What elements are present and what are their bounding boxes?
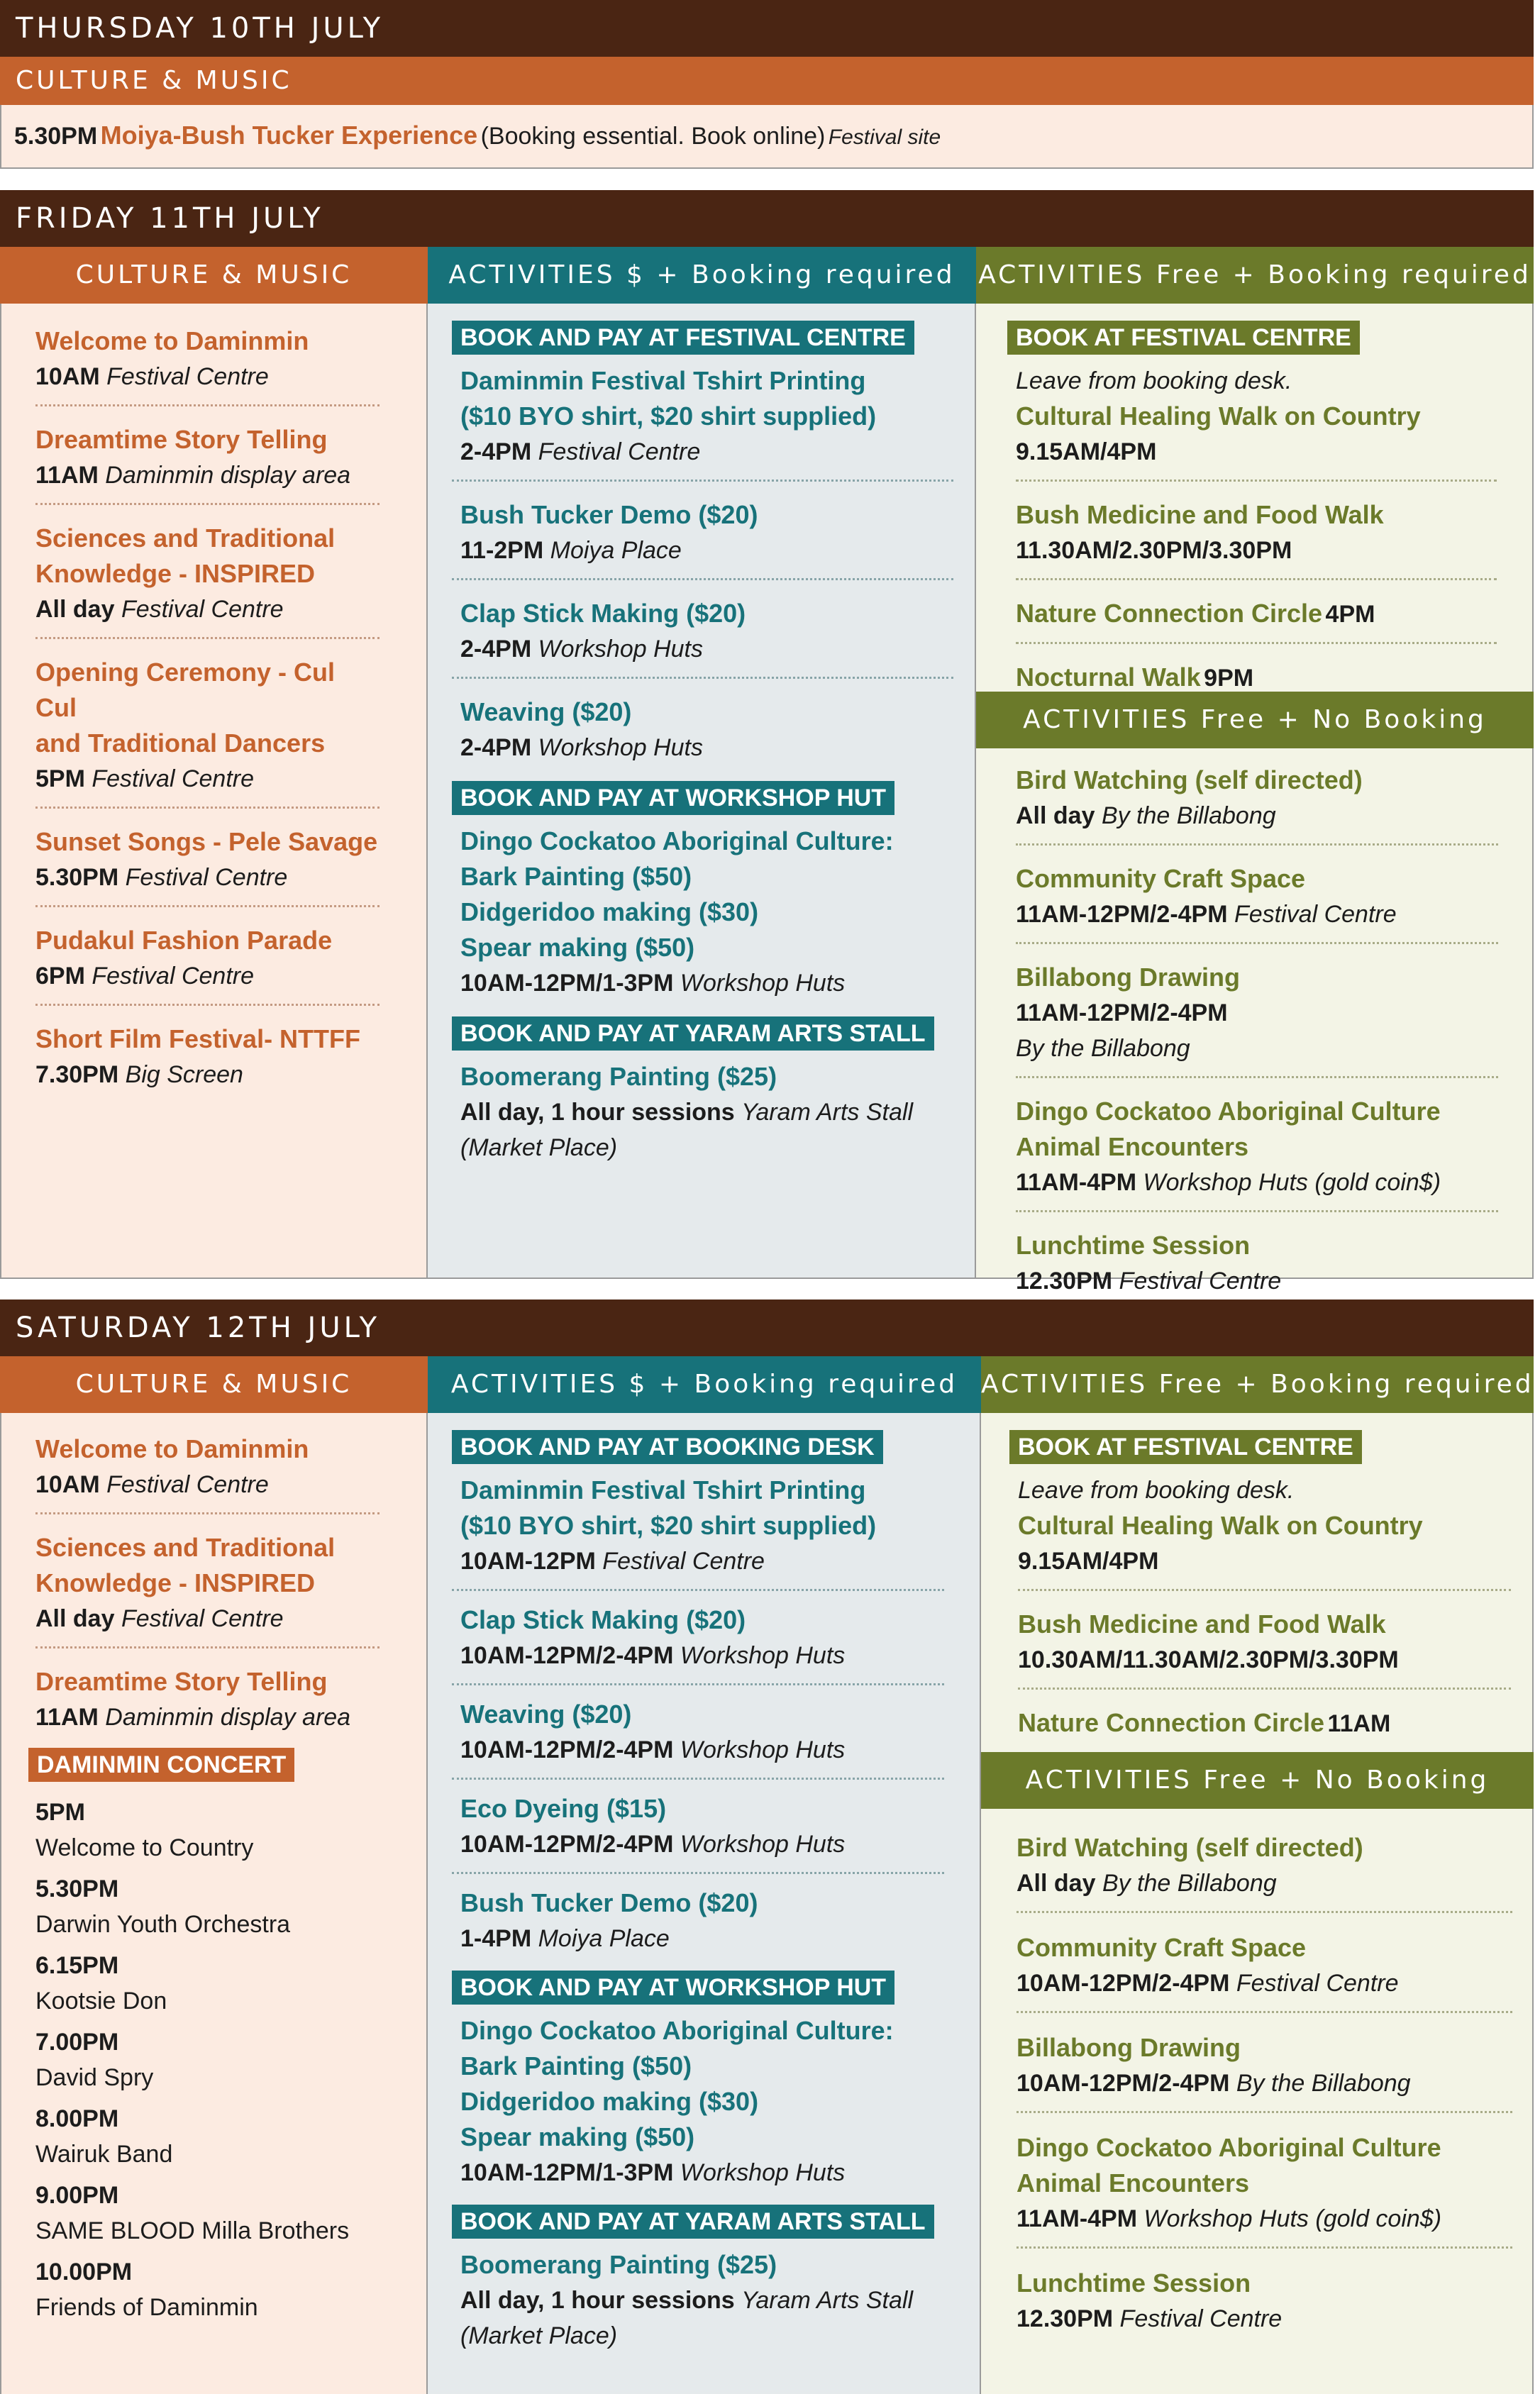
event-title: Welcome to Daminmin [35, 1434, 309, 1463]
event-time: All day [35, 1605, 115, 1632]
saturday-paid-banner-3: BOOK AND PAY AT YARAM ARTS STALL [452, 2205, 934, 2239]
event-time: 10AM-12PM/2-4PM [460, 1642, 674, 1669]
event-place: Moiya Place [538, 1925, 670, 1952]
event-title: Daminmin Festival Tshirt Printing [460, 1475, 866, 1504]
list-item [35, 824, 380, 907]
list-item [35, 2024, 380, 2095]
list-item [35, 521, 380, 639]
list-item [452, 497, 953, 580]
event-time: 11AM-4PM [1016, 1169, 1137, 1196]
event-note: (gold coin$) [1315, 2205, 1442, 2232]
event-time: 10.30AM/11.30AM/2.30PM/3.30PM [1018, 1646, 1399, 1673]
event-title: Dingo Cockatoo Aboriginal Culture [1016, 1097, 1441, 1126]
list-item [452, 1602, 944, 1685]
event-time: All day, 1 hour sessions [460, 1099, 735, 1126]
event-title: Lunchtime Session [1016, 1231, 1251, 1260]
event-time: 11AM-4PM [1016, 2205, 1138, 2232]
event-title: Clap Stick Making ($20) [460, 599, 746, 628]
event-place: By the Billabong [1016, 1035, 1190, 1062]
leave-note: Leave from booking desk. [1016, 367, 1292, 394]
event-place: Workshop Huts [1143, 2205, 1309, 2232]
event-title: Daminmin Festival Tshirt Printing [460, 366, 866, 395]
event-title: Dingo Cockatoo Aboriginal Culture: [460, 2016, 894, 2045]
friday-paid-column [428, 304, 976, 1279]
friday-paid-banner-2: BOOK AND PAY AT WORKSHOP HUT [452, 781, 894, 815]
friday-free-banner: BOOK AT FESTIVAL CENTRE [1007, 321, 1360, 355]
thursday-day-header: THURSDAY 10TH JULY [0, 0, 1534, 57]
event-time: 10AM-12PM/1-3PM [460, 2159, 674, 2186]
list-item [452, 2013, 944, 2200]
event-title: Opening Ceremony - Cul Cul [35, 658, 336, 722]
friday-free-header: ACTIVITIES Free + Booking required [976, 247, 1534, 304]
event-place: By the Billabong [1236, 2070, 1411, 2097]
event-title: Boomerang Painting ($25) [460, 2250, 777, 2279]
event-time: 2-4PM [460, 438, 532, 465]
event-title: Dingo Cockatoo Aboriginal Culture [1016, 2133, 1441, 2162]
concert-list [35, 1795, 380, 2325]
event-title-2: Knowledge - INSPIRED [35, 559, 316, 588]
event-place: Festival Centre [121, 596, 284, 623]
friday-paid-header: ACTIVITIES $ + Booking required [428, 247, 976, 304]
list-item [1016, 596, 1497, 644]
saturday-nobook-header: ACTIVITIES Free + No Booking [981, 1752, 1534, 1809]
event-title-4: Spear making ($50) [460, 933, 695, 962]
list-item [35, 2254, 380, 2325]
friday-nobook-list [976, 763, 1534, 1326]
list-item [35, 1795, 380, 1866]
list-item [1016, 497, 1497, 580]
list-item [1016, 1094, 1498, 1212]
event-title: Cultural Healing Walk on Country [1018, 1511, 1423, 1540]
event-title: Welcome to Daminmin [35, 326, 309, 355]
list-item [35, 1431, 380, 1514]
event-place: Festival Centre [602, 1548, 765, 1575]
event-place: Daminmin display area [105, 1704, 351, 1731]
event-place: Workshop Huts [680, 1831, 846, 1858]
event-time: 10AM-12PM/1-3PM [460, 970, 674, 997]
event-title: Bush Medicine and Food Walk [1016, 500, 1384, 529]
event-place-2: (Market Place) [460, 1134, 618, 1161]
list-item [452, 2247, 944, 2363]
event-time: 10AM-12PM/2-4PM [460, 1736, 674, 1763]
act-time: 9.00PM [35, 2182, 119, 2209]
event-place: Workshop Huts [680, 970, 846, 997]
thursday-event-note: (Booking essential. Book online) [480, 123, 826, 150]
friday-culture-header: CULTURE & MUSIC [0, 247, 428, 304]
event-title: Bush Tucker Demo ($20) [460, 1888, 758, 1917]
event-title: Dreamtime Story Telling [35, 425, 328, 454]
event-title: Nature Connection Circle [1018, 1708, 1325, 1737]
list-item [1016, 2030, 1512, 2113]
list-item [35, 1871, 380, 1942]
list-item [1016, 2130, 1512, 2249]
event-title: Community Craft Space [1016, 864, 1306, 893]
event-title-2: Bark Painting ($50) [460, 2051, 692, 2080]
list-item [452, 363, 953, 482]
event-time: 10AM-12PM/2-4PM [460, 1831, 674, 1858]
saturday-free-header: ACTIVITIES Free + Booking required [981, 1356, 1534, 1413]
act-time: 6.15PM [35, 1952, 119, 1979]
list-item [1018, 1705, 1511, 1751]
event-place: Festival Centre [106, 363, 269, 390]
list-item [452, 694, 953, 775]
event-time: All day, 1 hour sessions [460, 2287, 735, 2314]
event-time: All day [1016, 802, 1095, 829]
event-title: Sciences and Traditional [35, 1533, 336, 1562]
list-item [35, 1530, 380, 1648]
list-item [35, 2101, 380, 2172]
event-time: 11.30AM/2.30PM/3.30PM [1016, 537, 1292, 564]
thursday-culture-header: CULTURE & MUSIC [0, 57, 1534, 105]
event-title: Clap Stick Making ($20) [460, 1605, 746, 1634]
event-time: 2-4PM [460, 636, 532, 663]
act-time: 10.00PM [35, 2259, 133, 2285]
list-item [35, 422, 380, 505]
event-place: Festival Centre [92, 963, 255, 990]
friday-paid-banner-1: BOOK AND PAY AT FESTIVAL CENTRE [452, 321, 914, 355]
event-time: 6PM [35, 963, 85, 990]
list-item [1016, 960, 1498, 1078]
event-title-2: Knowledge - INSPIRED [35, 1568, 316, 1597]
friday-nobook-header: ACTIVITIES Free + No Booking [976, 692, 1534, 748]
friday-paid-banner-3: BOOK AND PAY AT YARAM ARTS STALL [452, 1016, 934, 1051]
list-item [35, 323, 380, 406]
event-place: Workshop Huts [680, 1642, 846, 1669]
leave-note: Leave from booking desk. [1018, 1477, 1295, 1504]
event-title: Eco Dyeing ($15) [460, 1794, 667, 1823]
event-time: 5.30PM [35, 864, 119, 891]
thursday-event-time: 5.30PM [14, 123, 98, 150]
event-place: By the Billabong [1102, 1870, 1277, 1897]
saturday-free-banner: BOOK AT FESTIVAL CENTRE [1009, 1430, 1362, 1464]
saturday-day-header: SATURDAY 12TH JULY [0, 1299, 1534, 1356]
saturday-culture-header: CULTURE & MUSIC [0, 1356, 428, 1413]
event-title: Dreamtime Story Telling [35, 1667, 328, 1696]
event-place: Festival Centre [92, 765, 255, 792]
event-time: All day [35, 596, 115, 623]
event-time: 2-4PM [460, 734, 532, 761]
event-place: Festival Centre [121, 1605, 284, 1632]
list-item [35, 1948, 380, 2019]
event-title: Billabong Drawing [1016, 2033, 1241, 2062]
event-place: Moiya Place [550, 537, 682, 564]
act-time: 5PM [35, 1799, 85, 1826]
thursday-event-place: Festival site [828, 126, 941, 149]
event-title-2: Animal Encounters [1016, 2168, 1250, 2198]
event-title: Sunset Songs - Pele Savage [35, 827, 378, 856]
event-place: By the Billabong [1101, 802, 1276, 829]
act-name: SAME BLOOD Milla Brothers [35, 2217, 350, 2244]
event-time: 10AM-12PM/2-4PM [1016, 2070, 1230, 2097]
list-item [35, 2178, 380, 2249]
event-place-2: (Market Place) [460, 2322, 618, 2349]
act-time: 7.00PM [35, 2029, 119, 2056]
event-time: 4PM [1325, 601, 1375, 628]
event-title-3: Didgeridoo making ($30) [460, 2087, 759, 2116]
list-item [452, 1059, 953, 1175]
list-item [452, 596, 953, 679]
list-item [35, 1021, 380, 1102]
list-item [1016, 1830, 1512, 1913]
list-item [35, 923, 380, 1006]
event-time: 9.15AM/4PM [1018, 1548, 1159, 1575]
event-place: Festival Centre [1236, 1970, 1399, 1997]
event-time: 12.30PM [1016, 1268, 1113, 1295]
thursday-event-title: Moiya-Bush Tucker Experience [100, 121, 478, 150]
event-title: Bush Tucker Demo ($20) [460, 500, 758, 529]
event-title: Sciences and Traditional [35, 523, 336, 553]
concert-banner: DAMINMIN CONCERT [28, 1748, 294, 1782]
event-title-4: Spear making ($50) [460, 2122, 695, 2151]
saturday-paid-banner-2: BOOK AND PAY AT WORKSHOP HUT [452, 1971, 894, 2005]
event-title-2: Animal Encounters [1016, 1132, 1249, 1161]
list-item [1016, 1930, 1512, 2013]
act-name: Friends of Daminmin [35, 2294, 258, 2321]
event-time: 1-4PM [460, 1925, 532, 1952]
friday-day-header: FRIDAY 11TH JULY [0, 190, 1534, 247]
event-time: 10AM-12PM [460, 1548, 596, 1575]
list-item [1016, 399, 1497, 482]
event-place: Festival Centre [1234, 901, 1397, 928]
event-title: Bird Watching (self directed) [1016, 1833, 1363, 1862]
event-time: 10AM [35, 1471, 100, 1498]
event-time: 11AM-12PM/2-4PM [1016, 999, 1228, 1026]
event-title: Boomerang Painting ($25) [460, 1062, 777, 1091]
event-time: 10AM-12PM/2-4PM [1016, 1970, 1230, 1997]
event-time: 5PM [35, 765, 85, 792]
saturday-nobook-list [981, 1830, 1534, 2362]
event-place: Workshop Huts [680, 1736, 846, 1763]
event-place: Big Screen [125, 1061, 243, 1088]
event-place: Yaram Arts Stall [741, 2287, 914, 2314]
event-title: Bird Watching (self directed) [1016, 765, 1363, 794]
thursday-event-row [0, 105, 1534, 169]
list-item [452, 824, 953, 1011]
act-time: 5.30PM [35, 1875, 119, 1902]
event-note: (gold coin$) [1314, 1169, 1441, 1196]
event-title: Community Craft Space [1016, 1933, 1307, 1962]
friday-culture-column [0, 304, 428, 1279]
event-time: 9PM [1204, 665, 1254, 692]
event-time: 11AM [35, 1704, 99, 1731]
event-title: Billabong Drawing [1016, 963, 1241, 992]
event-place: Workshop Huts [1143, 1169, 1308, 1196]
list-item [1018, 1607, 1511, 1690]
event-time: 11AM [1327, 1710, 1391, 1737]
saturday-culture-column [0, 1413, 428, 2394]
event-title: Short Film Festival- NTTFF [35, 1024, 361, 1053]
event-title-2: ($10 BYO shirt, $20 shirt supplied) [460, 401, 877, 431]
act-name: Wairuk Band [35, 2141, 173, 2168]
saturday-paid-column [428, 1413, 981, 2394]
event-place: Daminmin display area [105, 462, 351, 489]
event-title: Dingo Cockatoo Aboriginal Culture: [460, 826, 894, 855]
list-item [452, 1885, 944, 1966]
event-time: All day [1016, 1870, 1096, 1897]
saturday-paid-header: ACTIVITIES $ + Booking required [428, 1356, 981, 1413]
list-item [1018, 1508, 1511, 1591]
list-item [35, 1664, 380, 1745]
event-title-2: and Traditional Dancers [35, 728, 326, 758]
list-item [1016, 763, 1498, 846]
event-place: Workshop Huts [680, 2159, 846, 2186]
event-time: 12.30PM [1016, 2305, 1114, 2332]
act-time: 8.00PM [35, 2105, 119, 2132]
event-place: Festival Centre [1119, 1268, 1282, 1295]
act-name: Darwin Youth Orchestra [35, 1911, 291, 1938]
event-place: Workshop Huts [538, 734, 703, 761]
list-item [1016, 861, 1498, 944]
event-title: Weaving ($20) [460, 697, 632, 726]
event-title: Cultural Healing Walk on Country [1016, 401, 1421, 431]
event-time: 11AM-12PM/2-4PM [1016, 901, 1228, 928]
event-place: Workshop Huts [538, 636, 703, 663]
event-place: Festival Centre [125, 864, 288, 891]
saturday-paid-banner-1: BOOK AND PAY AT BOOKING DESK [452, 1430, 883, 1464]
act-name: Welcome to Country [35, 1834, 254, 1861]
event-time: 11-2PM [460, 537, 544, 564]
event-place: Festival Centre [538, 438, 701, 465]
event-place: Festival Centre [106, 1471, 269, 1498]
event-time: 11AM [35, 462, 99, 489]
event-place: Yaram Arts Stall [741, 1099, 914, 1126]
event-time: 9.15AM/4PM [1016, 438, 1157, 465]
event-title: Bush Medicine and Food Walk [1018, 1609, 1386, 1639]
list-item [1016, 2266, 1512, 2346]
event-title: Pudakul Fashion Parade [35, 926, 333, 955]
list-item [452, 1697, 944, 1780]
event-title: Lunchtime Session [1016, 2268, 1251, 2298]
list-item [35, 655, 380, 809]
event-title: Nature Connection Circle [1016, 599, 1323, 628]
event-time: 7.30PM [35, 1061, 119, 1088]
act-name: Kootsie Don [35, 1988, 167, 2015]
event-place: Festival Centre [1119, 2305, 1283, 2332]
event-title-2: ($10 BYO shirt, $20 shirt supplied) [460, 1511, 877, 1540]
list-item [452, 1791, 944, 1874]
list-item [1016, 1228, 1498, 1311]
event-title-2: Bark Painting ($50) [460, 862, 692, 891]
list-item [452, 1473, 944, 1591]
act-name: David Spry [35, 2064, 154, 2091]
event-title: Weaving ($20) [460, 1700, 632, 1729]
event-time: 10AM [35, 363, 100, 390]
event-title: Nocturnal Walk [1016, 663, 1201, 692]
event-title-3: Didgeridoo making ($30) [460, 897, 759, 926]
